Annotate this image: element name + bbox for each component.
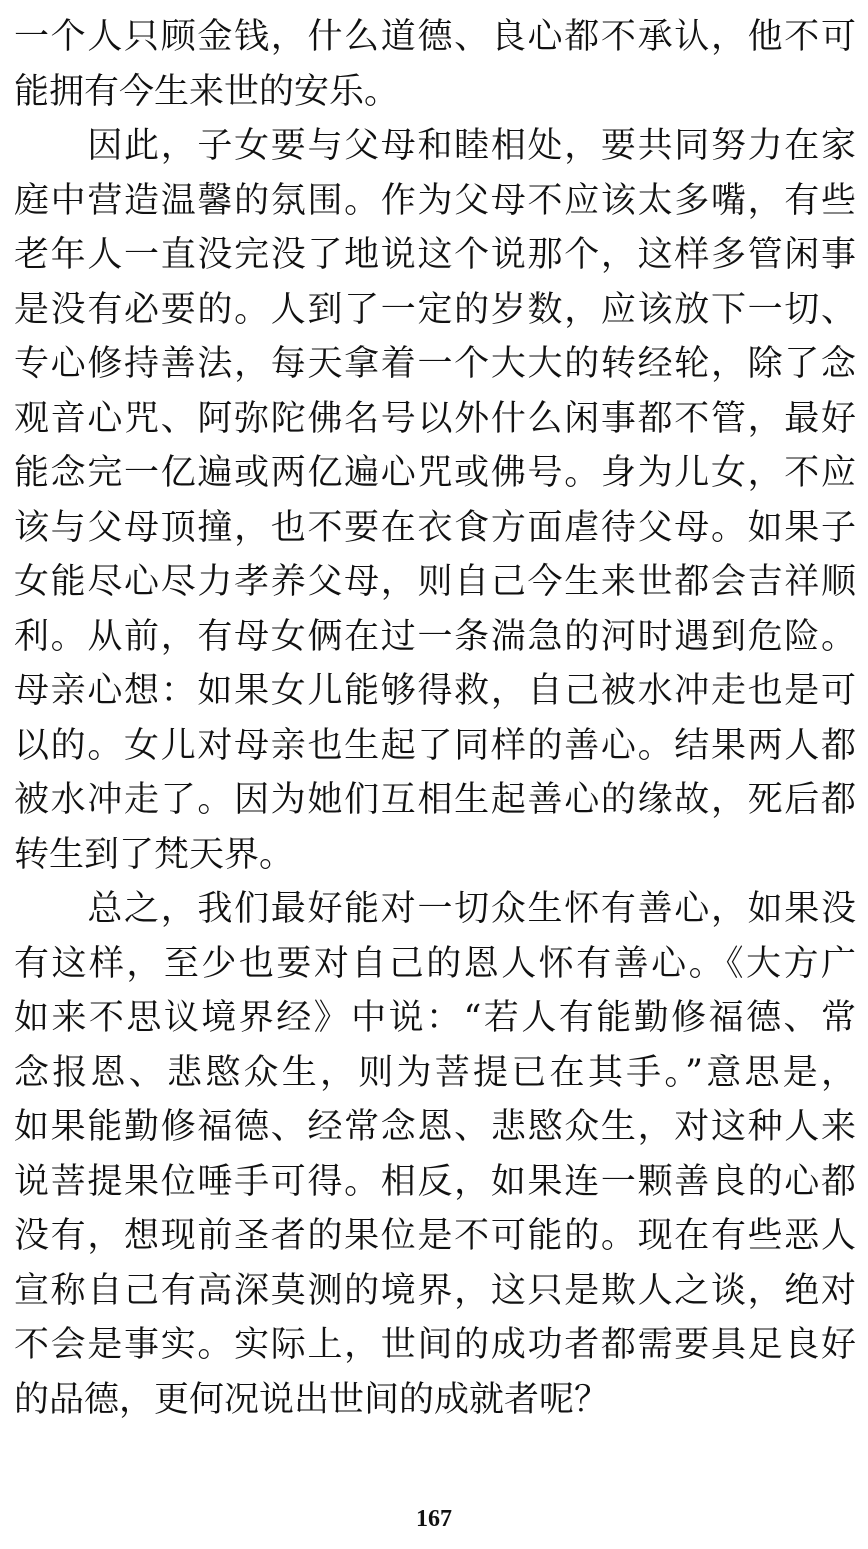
text-line: 以的。女儿对母亲也生起了同样的善心。结果两人都 [14,725,856,766]
text-line: 不会是事实。实际上，世间的成功者都需要具足良好 [14,1325,856,1365]
text-line: 庭中营造温馨的氛围。作为父母不应该太多嘴，有些 [14,180,856,221]
text-line: 观音心咒、阿弥陀佛名号以外什么闲事都不管，最好 [14,398,856,439]
text-line: 是没有必要的。人到了一定的岁数，应该放下一切、 [14,289,856,330]
text-line: 老年人一直没完没了地说这个说那个，这样多管闲事 [14,235,856,275]
text-line: 说菩提果位唾手可得。相反，如果连一颗善良的心都 [14,1161,856,1202]
text-line: 母亲心想：如果女儿能够得救，自己被水冲走也是可 [14,671,856,711]
text-line: 的品德，更何况说出世间的成就者呢？ [14,1379,610,1420]
page-number: 167 [416,1506,452,1532]
text-line: 被水冲走了。因为她们互相生起善心的缘故，死后都 [14,780,856,820]
body-text [14,10,856,1427]
text-line: 宣称自己有高深莫测的境界，这只是欺人之谈，绝对 [14,1270,856,1311]
text-line: 因此，子女要与父母和睦相处，要共同努力在家 [14,126,856,166]
text-line: 念报恩、悲愍众生，则为菩提已在其手。”意思是， [14,1052,856,1093]
text-line: 没有，想现前圣者的果位是不可能的。现在有些恶人 [14,1216,856,1256]
text-line: 该与父母顶撞，也不要在衣食方面虐待父母。如果子 [14,507,856,548]
text-line: 转生到了梵天界。 [14,834,295,875]
text-line: 一个人只顾金钱，什么道德、良心都不承认，他不可 [14,17,856,57]
text-line: 总之，我们最好能对一切众生怀有善心，如果没 [14,889,856,929]
text-line: 利。从前，有母女俩在过一条湍急的河时遇到危险。 [14,616,856,657]
text-line: 女能尽心尽力孝养父母，则自己今生来世都会吉祥顺 [14,562,856,602]
text-line: 如来不思议境界经》中说：“若人有能勤修福德、常 [14,998,856,1038]
text-line: 有这样，至少也要对自己的恩人怀有善心。《大方广 [14,943,856,984]
text-line: 专心修持善法，每天拿着一个大大的转经轮，除了念 [14,344,856,384]
text-line: 能拥有今生来世的安乐。 [14,71,400,112]
text-line: 如果能勤修福德、经常念恩、悲愍众生，对这种人来 [14,1107,856,1147]
text-line: 能念完一亿遍或两亿遍心咒或佛号。身为儿女，不应 [14,453,856,493]
